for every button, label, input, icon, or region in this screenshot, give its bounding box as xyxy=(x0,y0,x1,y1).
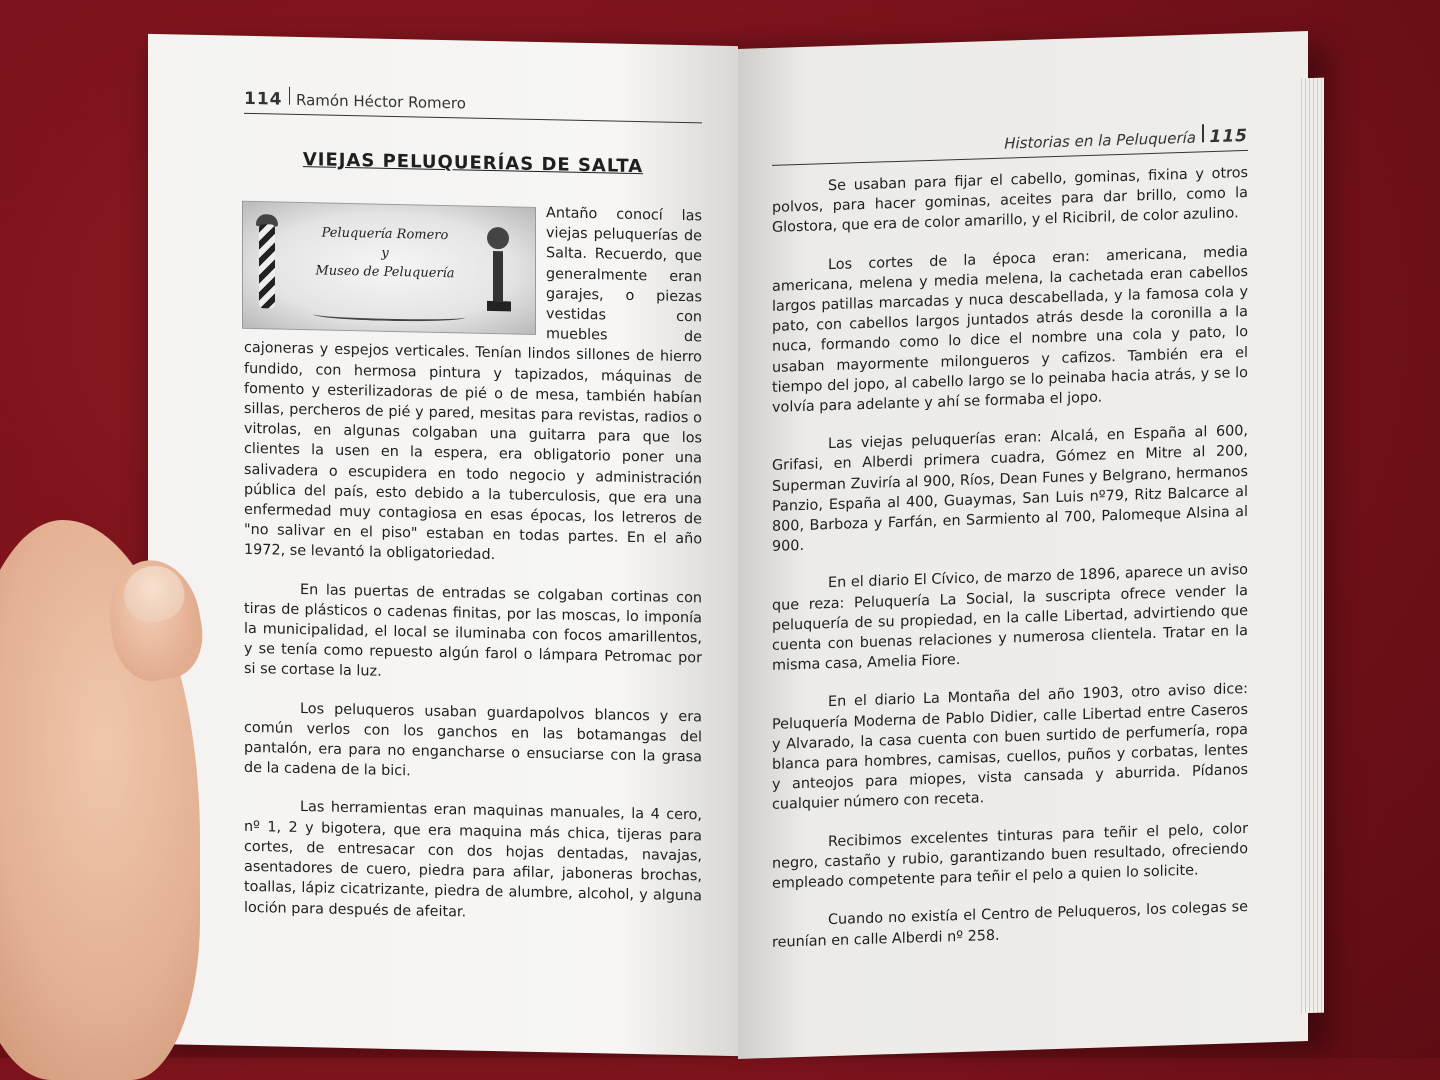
right-page xyxy=(738,31,1308,1059)
right-paragraph-5: En el diario La Montaña del año 1903, otro aviso dice: Peluquería Moderna de Pablo Didier, calle Libertad entre Caseros y Alvarado, la casa cuenta con buen surtido de perfumería, ropa blanca para hombres, camisas, cuellos, puños y corbatas, lentes y anteojos para miopes, vista cansada y aburrida. Pídanos cualquier número con receta. xyxy=(772,681,1248,814)
left-paragraph-1: Antaño conocí las viejas peluquerías de Salta. Recuerdo, que generalmente eran garajes, o piezas vestidas con muebles de cajoneras y espejos verticales. Tenían lindos sillones de hierro fundido, con hermosa pintura y tapizados, máquinas de fomento y esterilizadoras de pié o de mesa, también habían sillas, percheros de pié y pared, mesitas para revistas, radios o vitrolas, en algunas colgaban una guitarra para que los clientes la usen en la espera, era obligatorio poner una salivadera o escupidera en todo negocio y administración pública del país, esto debido a la tuberculosis, que era una enfermedad muy contagiosa en esas épocas, los letreros de "no salivar en el piso" estaban en todas partes. En el año 1972, se levantó la obligatoriedad. xyxy=(244,205,702,564)
right-paragraph-4: En el diario El Cívico, de marzo de 1896, aparece un aviso que reza: Peluquería La Social, la suscripta ofrece vender la peluquería de su propiedad, en la calle Libertad, advirtiendo que cuenta con buenas relaciones y numerosa clientela. Tratar en la misma casa, Amelia Fiore. xyxy=(772,562,1248,675)
right-paragraph-6: Recibimos excelentes tinturas para teñir el pelo, color negro, castaño y rubio, garantizando buen resultado, ofreciendo empleado competente para teñir el pelo a quien lo solicite. xyxy=(772,820,1248,892)
left-page-header xyxy=(244,86,702,124)
page-edges xyxy=(1298,78,1324,1014)
barber-pole-icon xyxy=(259,224,275,308)
right-page-text xyxy=(772,163,1248,953)
lamp-icon xyxy=(487,227,509,315)
right-paragraph-1: Se usaban para fijar el cabello, gominas, fixina y otros polvos, para hacer gominas, aceites para dar brillo, como la Glostora, que era de color amarillo, y el Ricibril, de color azulino. xyxy=(772,164,1248,237)
left-paragraph-2: En las puertas de entradas se colgaban cortinas con tiras de plásticos o cadenas finitas, por las moscas, lo imponía la municipalidad, el local se iluminaba con focos amarillentos, y se tenía como repuesto algún farol o lámpara Petromac por si se cortase la luz. xyxy=(244,581,702,681)
business-card-image xyxy=(242,201,536,335)
flourish-ornament xyxy=(313,309,465,322)
right-paragraph-2: Los cortes de la época eran: americana, media americana, melena y media melena, la cachetada eran cabellos largos patillas marcadas y nuca descabellada, y la famosa cola y pato, con cabellos largos juntados atrás desde la coronilla a la nuca, formando como lo dice el nombre una cola y pato, lo usaban mayormente milongueros y cafizos. También era el tiempo del jopo, al cabello largo se lo peinaba hacia atrás, y se lo volvía para adelante y ahí se formaba el jopo. xyxy=(772,243,1248,416)
author-name: Ramón Héctor Romero xyxy=(296,90,466,113)
running-title: Historias en la Peluquería xyxy=(1004,128,1196,153)
left-paragraph-3: Los peluqueros usaban guardapolvos blancos y era común verlos con los ganchos en las botamangas del pantalón, era para no engancharse o ensuciarse con la grasa de la cadena de la bici. xyxy=(244,700,702,780)
header-separator xyxy=(289,87,291,105)
right-paragraph-3: Las viejas peluquerías eran: Alcalá, en España al 600, Grifasi, en Alberdi primera cuadra, Gómez en Mitre al 200, Superman Zuviría al 900, Ríos, Dean Funes y Belgrano, hermanos Panzio, España al 400, Guaymas, San Luis nº79, Ritz Balcarce al 800, Barboza y Farfán, en Sarmiento al 700, Palomeque Alsina al 900. xyxy=(772,423,1248,556)
left-paragraph-4: Las herramientas eran maquinas manuales, la 4 cero, nº 1, 2 y bigotera, que era maquina más chica, tijeras para cortes, de entresacar con dos hojas dentadas, navajas, asentadores de cuero, piedra para afilar, jaboneras brochas, toallas, lápiz cicatrizante, piedra de alumbre, alcohol, y alguna loción para después de afeitar. xyxy=(244,799,702,920)
left-page xyxy=(148,34,738,1056)
right-paragraph-7: Cuando no existía el Centro de Peluqueros, los colegas se reunían en calle Alberdi nº 258. xyxy=(772,899,1248,951)
left-page-number: 114 xyxy=(244,88,283,110)
card-line-2: y xyxy=(381,245,389,261)
header-separator xyxy=(1202,124,1204,142)
card-line-3: Museo de Peluquería xyxy=(315,263,455,282)
right-page-number: 115 xyxy=(1209,125,1248,148)
card-script xyxy=(295,223,475,284)
right-page-header xyxy=(772,123,1248,166)
left-page-text xyxy=(244,197,702,927)
card-line-1: Peluquería Romero xyxy=(321,225,449,244)
chapter-title: VIEJAS PELUQUERÍAS DE SALTA xyxy=(302,149,644,178)
